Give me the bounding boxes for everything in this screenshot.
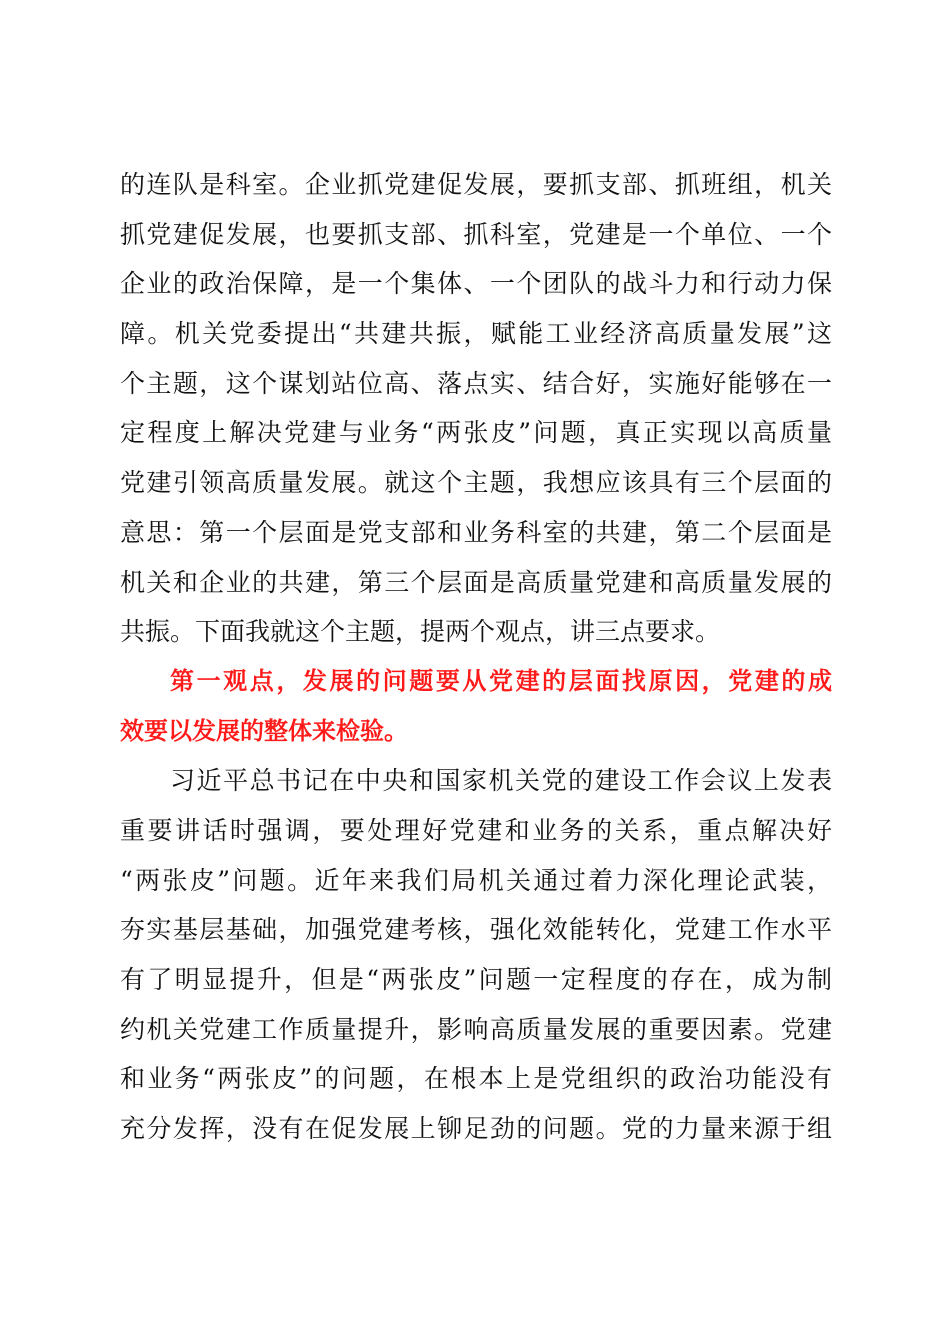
text-line: 充分发挥，没有在促发展上铆足劲的问题。党的力量来源于组	[120, 1114, 832, 1144]
heading-line: 第一观点，发展的问题要从党建的层面找原因，党建的成	[170, 666, 832, 695]
text-line: 定程度上解决党建与业务“两张皮”问题，真正实现以高质量	[120, 418, 832, 448]
text-line: 和业务“两张皮”的问题，在根本上是党组织的政治功能没有	[120, 1064, 832, 1094]
text-line: 约机关党建工作质量提升，影响高质量发展的重要因素。党建	[120, 1014, 832, 1044]
text-line: 抓党建促发展，也要抓支部、抓科室，党建是一个单位、一个	[120, 219, 832, 249]
heading-line: 效要以发展的整体来检验。	[120, 716, 408, 745]
text-line: 党建引领高质量发展。就这个主题，我想应该具有三个层面的	[120, 468, 832, 498]
text-line: 习近平总书记在中央和国家机关党的建设工作会议上发表	[170, 766, 832, 796]
text-line: 个主题，这个谋划站位高、落点实、结合好，实施好能够在一	[120, 368, 832, 398]
text-line: “两张皮”问题。近年来我们局机关通过着力深化理论武装，	[120, 865, 832, 895]
text-line: 机关和企业的共建，第三个层面是高质量党建和高质量发展的	[120, 567, 832, 597]
text-line: 意思：第一个层面是党支部和业务科室的共建，第二个层面是	[120, 517, 832, 547]
paragraph-1	[120, 160, 832, 657]
paragraph-2	[120, 756, 832, 1154]
text-line: 有了明显提升，但是“两张皮”问题一定程度的存在，成为制	[120, 965, 832, 994]
text-line: 的连队是科室。企业抓党建促发展，要抓支部、抓班组，机关	[120, 170, 832, 199]
section-heading-1	[120, 657, 832, 756]
text-line: 企业的政治保障，是一个集体、一个团队的战斗力和行动力保	[120, 269, 832, 299]
text-line: 重要讲话时强调，要处理好党建和业务的关系，重点解决好	[120, 815, 832, 845]
text-line: 障。机关党委提出“共建共振，赋能工业经济高质量发展”这	[120, 319, 832, 349]
document-body	[120, 160, 832, 1154]
text-line: 共振。下面我就这个主题，提两个观点，讲三点要求。	[120, 617, 721, 647]
text-line: 夯实基层基础，加强党建考核，强化效能转化，党建工作水平	[120, 915, 832, 945]
